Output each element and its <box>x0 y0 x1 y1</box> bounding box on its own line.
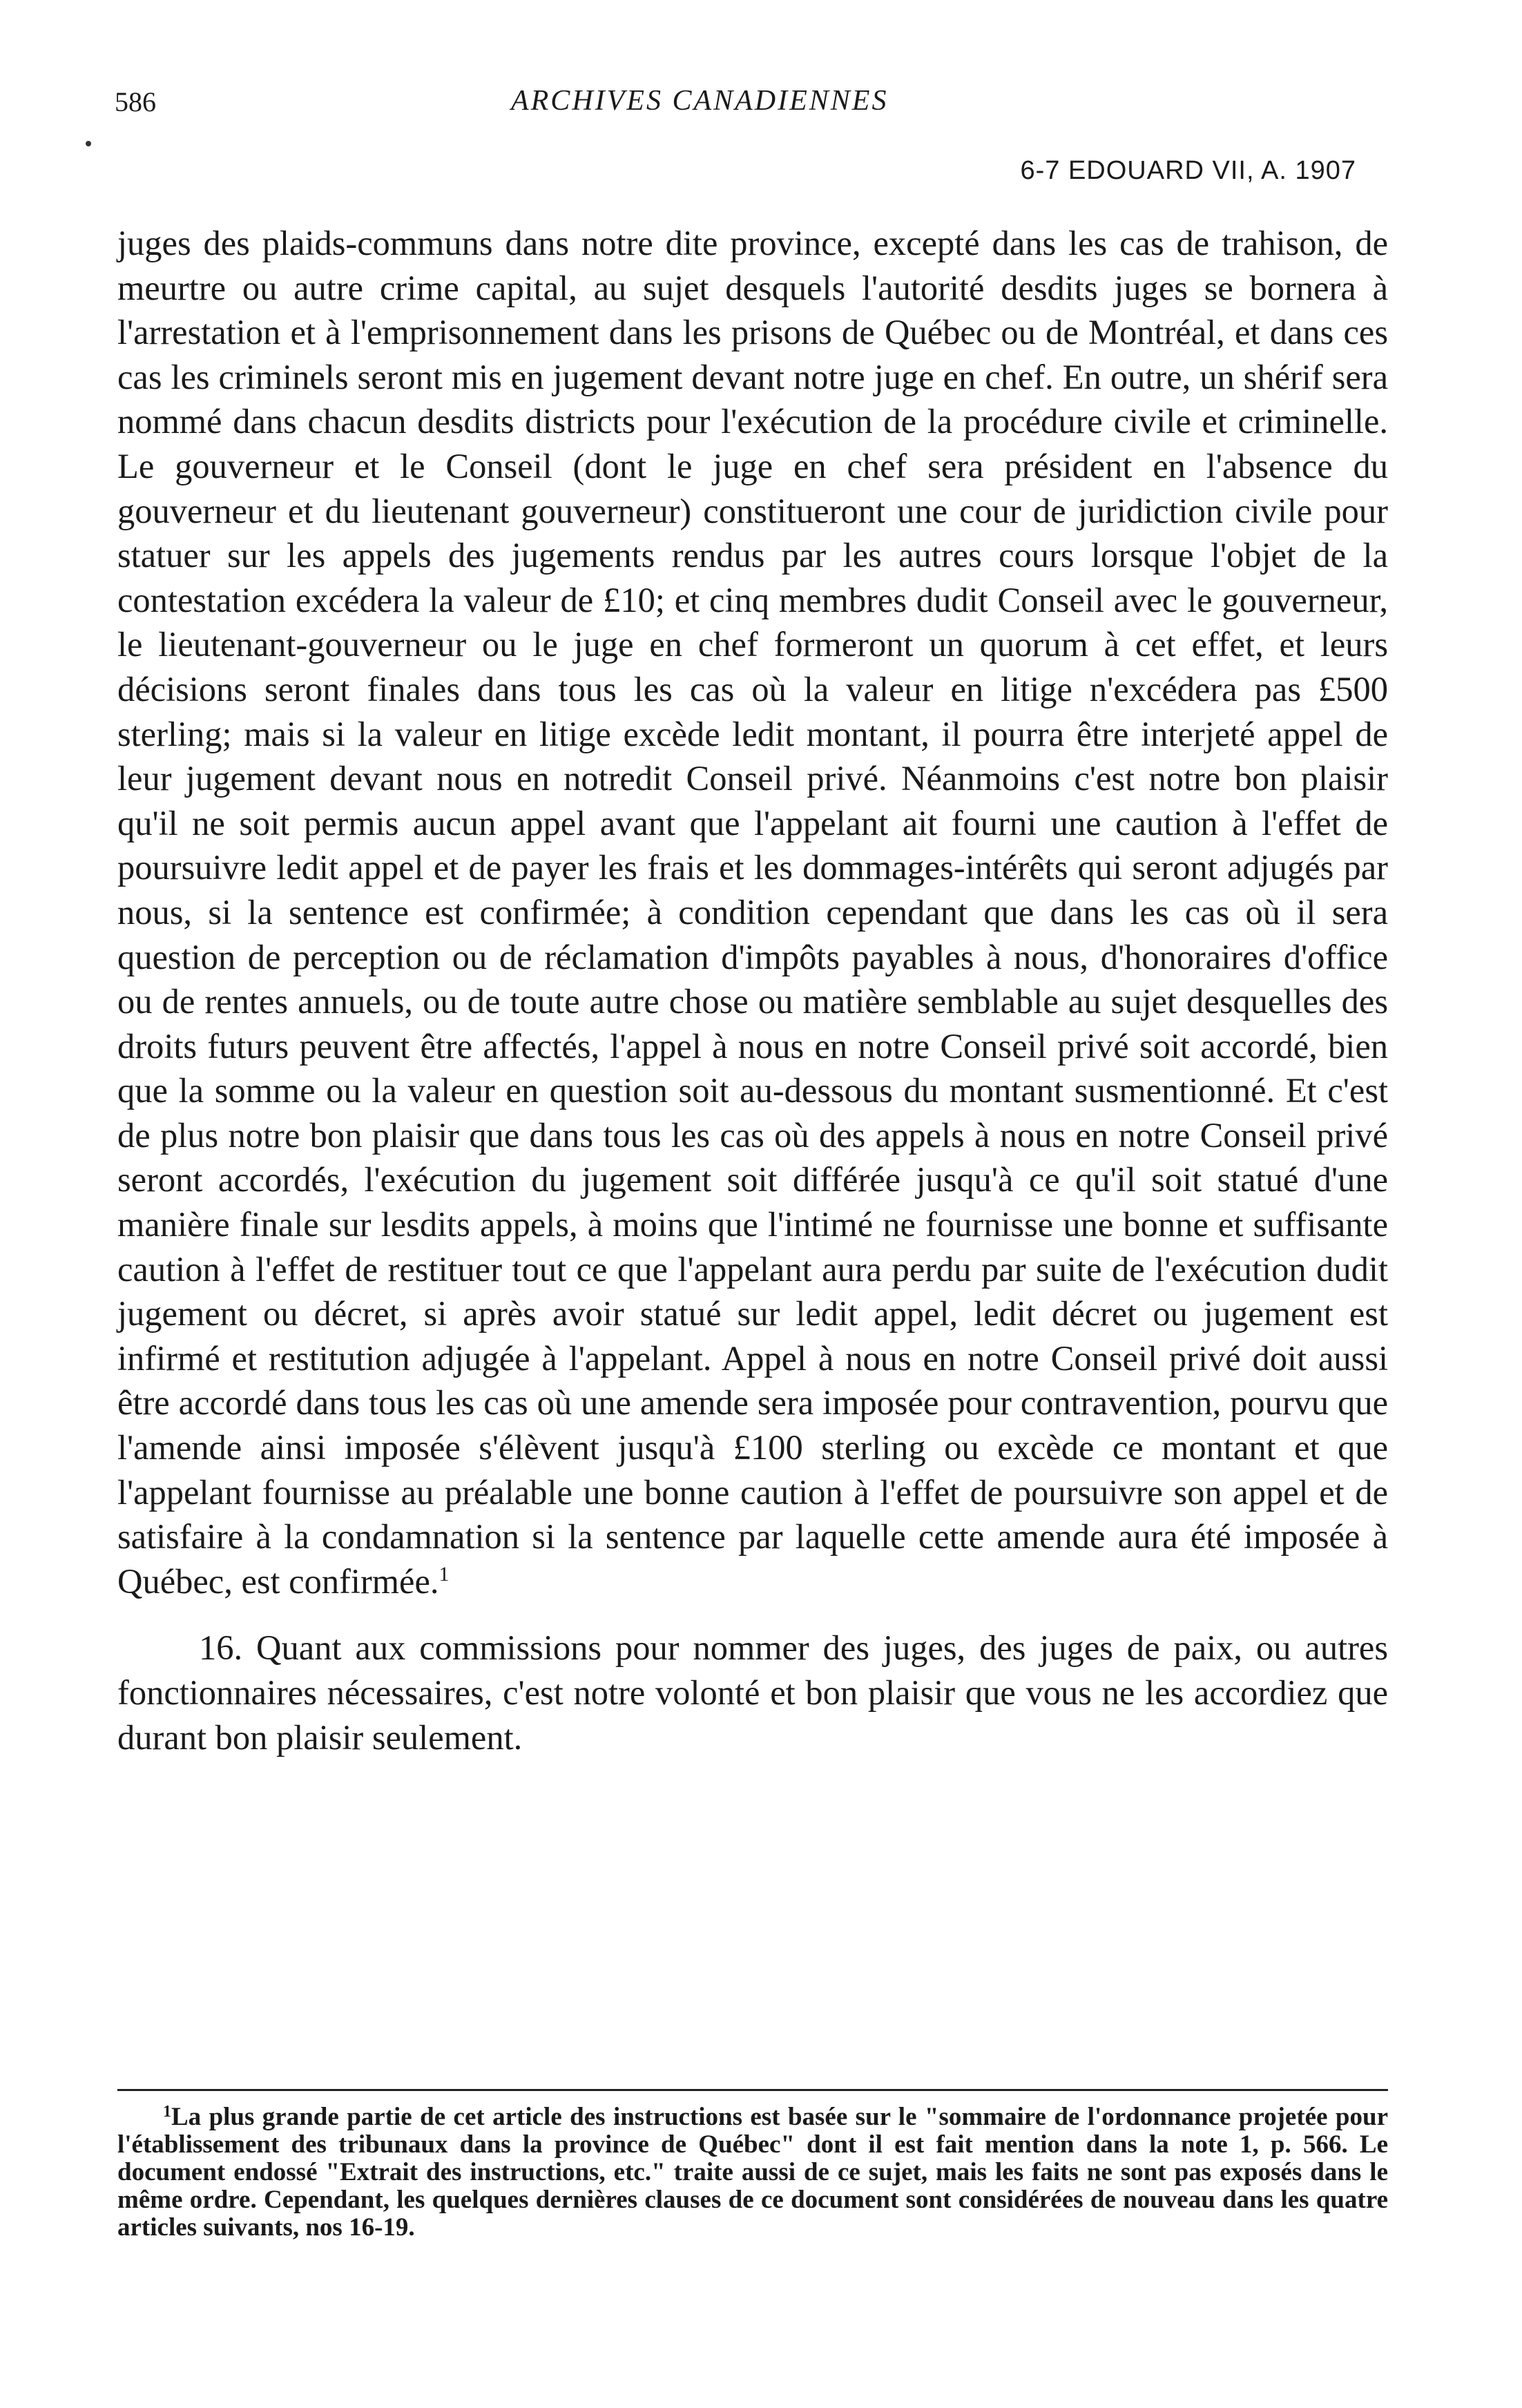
footnote-divider <box>117 2089 1388 2091</box>
session-reference: 6-7 EDOUARD VII, A. 1907 <box>1020 156 1356 185</box>
running-head: ARCHIVES CANADIENNES <box>511 85 889 117</box>
footnote-1 <box>117 2103 1388 2242</box>
footnotes <box>117 2103 1388 2242</box>
ink-speck <box>86 141 91 146</box>
paragraph-continuation <box>117 221 1388 1603</box>
footnote-text: La plus grande partie de cet article des instructions est basée sur le "sommaire de l'ordonnance projetée pour l'établissement des tribunaux dans la province de Québec" dont il est fait mention dans la note 1, p. 566. Le document endossé "Extrait des instructions, etc." traite aussi de ce sujet, mais les faits ne sont pas exposés dans le même ordre. Cependant, les quelques dernières clauses de ce document sont considérées de nouveau dans les quatre articles suivants, nos 16-19. <box>117 2103 1388 2242</box>
paragraph-text: juges des plaids-communs dans notre dite province, excepté dans les cas de trahison, de meurtre ou autre crime capital, au sujet desquels l'autorité desdits juges se bornera à l'arrestation et à l'emprisonnement dans les prisons de Québec ou de Montréal, et dans ces cas les criminels seront mis en jugement devant notre juge en chef. En outre, un shérif sera nommé dans chacun desdits districts pour l'exécution de la procédure civile et criminelle. Le gouverneur et le Conseil (dont le juge en chef sera président en l'absence du gouverneur et du lieutenant gouverneur) constitueront une cour de juridiction civile pour statuer sur les appels des jugements rendus par les autres cours lorsque l'objet de la contestation excédera la valeur de £10; et cinq membres dudit Conseil avec le gouverneur, le lieutenant-gouverneur ou le juge en chef formeront un quorum à cet effet, et leurs décisions seront finales dans tous les cas où la valeur en litige n'excédera pas £500 sterling; mais si la valeur en litige excède ledit montant, il pourra être interjeté appel de leur jugement devant nous en notredit Conseil privé. Néanmoins c'est notre bon plaisir qu'il ne soit permis aucun appel avant que l'appelant ait fourni une caution à l'effet de poursuivre ledit appel et de payer les frais et les dommages-intérêts qui seront adjugés par nous, si la sentence est confirmée; à condition cependant que dans les cas où il sera question de perception ou de réclamation d'impôts payables à nous, d'honoraires d'office ou de rentes annuels, ou de toute autre chose ou matière semblable au sujet desquelles des droits futurs peuvent être affectés, l'appel à nous en notre Conseil privé soit accordé, bien que la somme ou la valeur en question soit au-dessous du montant susmentionné. Et c'est de plus notre bon plaisir que dans tous les cas où des appels à nous en notre Conseil privé seront accordés, l'exécution du jugement soit différée jusqu'à ce qu'il soit statué d'une manière finale sur lesdits appels, à moins que l'intimé ne fournisse une bonne et suffisante caution à l'effet de restituer tout ce que l'appelant aura perdu par suite de l'exécution dudit jugement ou décret, si après avoir statué sur ledit appel, ledit décret ou jugement est infirmé et restitution adjugée à l'appelant. Appel à nous en notre Conseil privé doit aussi être accordé dans tous les cas où une amende sera imposée pour contravention, pourvu que l'amende ainsi imposée s'élèvent jusqu'à £100 sterling ou excède ce montant et que l'appelant fournisse au préalable une bonne caution à l'effet de poursuivre son appel et de satisfaire à la condamnation si la sentence par laquelle cette amende aura été imposée à Québec, est confirmée. <box>117 224 1388 1601</box>
main-text <box>117 221 1388 1760</box>
footnote-reference: 1 <box>439 1562 450 1586</box>
page-number: 586 <box>115 86 156 117</box>
article-16: 16. Quant aux commissions pour nommer des juges, des juges de paix, ou autres fonctionnaires nécessaires, c'est notre volonté et bon plaisir que vous ne les accordiez que durant bon plaisir seulement. <box>117 1628 1388 1757</box>
footnote-marker: 1 <box>163 2103 171 2121</box>
